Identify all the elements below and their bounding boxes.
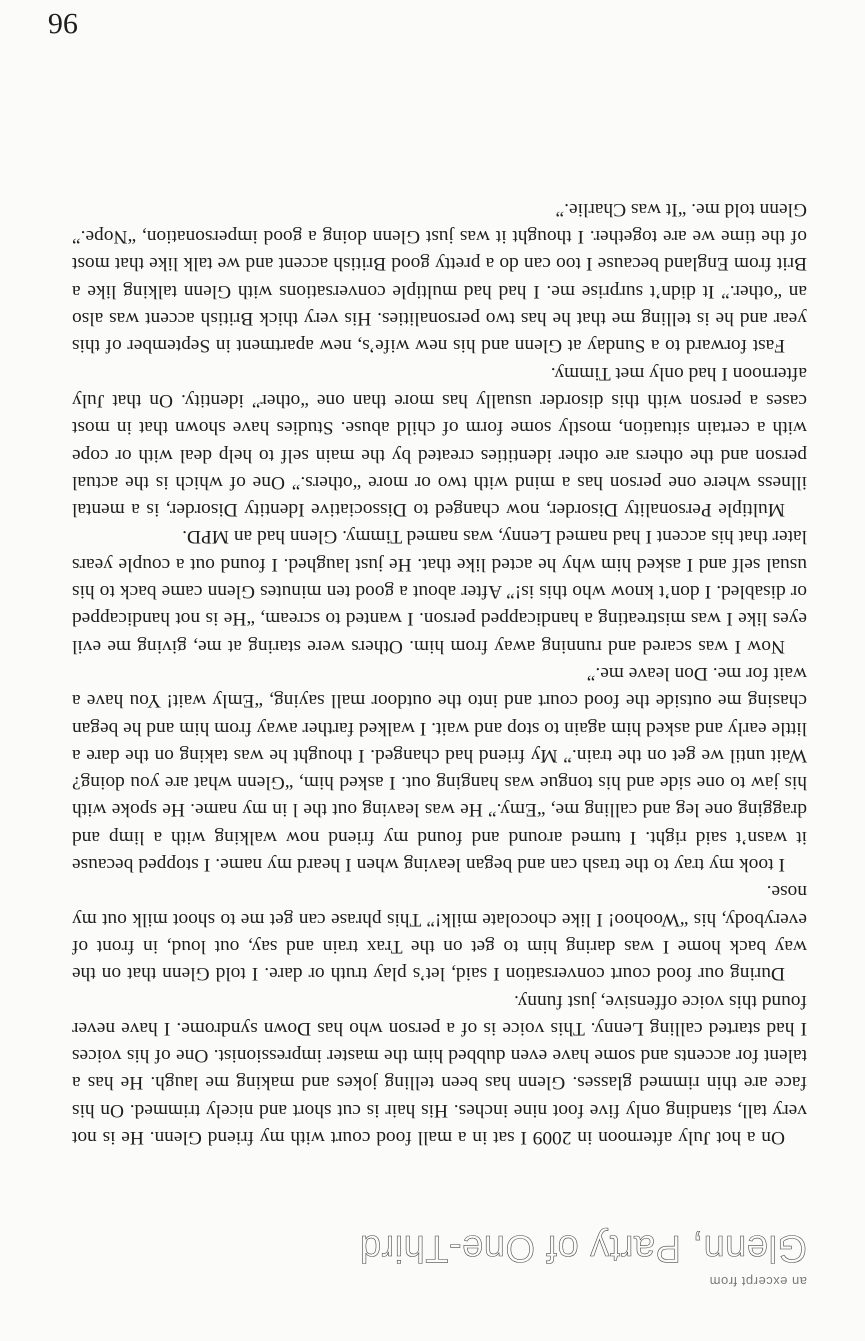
page-number: 96: [48, 7, 78, 40]
paragraph: Fast forward to a Sunday at Glenn and his new wife’s, new apartment in September of this year and he is telling me that he has two personalities. His very thick British accent was also an “other.” It didn’t surprise me. I had had multiple conversations with Glenn talking like a Brit from England because I too can do a pretty good British accent and we talk like that most of the time we are together. I thought it was just Glenn doing a good impersonation, “Nope.” Glenn told me. “It was Charlie.”: [72, 198, 807, 357]
page-title: Glenn, Party of One-Third: [359, 1227, 807, 1269]
body-text: [72, 196, 807, 1151]
paragraph: On a hot July afternoon in 2009 I sat in a mall food court with my friend Glenn. He is not very tall, standing only five foot nine inches. His hair is cut short and nicely trimmed. On his face are thin rimmed glasses. Glenn has been telling jokes and making me laugh. He has a talent for accents and some have even dubbed him the master impressionist. One of his voices I had started calling Lenny. This voice is of a person who has Down syndrome. I have never found this voice offensive, just funny.: [72, 990, 807, 1148]
paragraph: I took my tray to the trash can and began leaving when I heard my name. I stopped because it wasn’t said right. I turned around and found my friend now walking with a limp and dragging one leg and calling me, “Emy.” He was leaving out the l in my name. He spoke with his jaw to one side and his tongue was hanging out. I asked him, “Glenn what are you doing? Wait until we get on the train.” My friend had changed. I thought he was taking on the dare a little early and asked him again to stop and wait. I walked farther away from him and he began chasing me outside the food court and into the outdoor mall saying, “Emly wait! You have a wait for me. Don leave me.”: [72, 662, 807, 876]
paragraph: Multiple Personality Disorder, now changed to Dissociative Identity Disorder, is a mental illness where one person has a mind with two or more “others.” One of which is the actual person and the others are other identities created by the main self to help deal with or cope with a certain situation, mostly some form of child abuse. Studies have shown that in most cases a person with this disorder usually has more than one “other” identity. On that July afternoon I had only met Timmy.: [72, 362, 807, 521]
excerpt-kicker: an excerpt from: [709, 1274, 807, 1289]
paragraph: Now I was scared and running away from him. Others were staring at me, giving me evil eyes like I was mistreating a handicapped person. I wanted to scream, “He is not handicapped or disabled. I don’t know who this is!” After about a good ten minutes Glenn came back to his usual self and I asked him why he acted like that. He just laughed. I found out a couple years later that his accent I had named Lenny, was named Timmy. Glenn had an MPD.: [72, 526, 807, 657]
paragraph: During our food court conversation I said, let’s play truth or dare. I told Glenn that on the way back home I was daring him to get on the Trax train and say, out loud, in front of everybody, his “Woohoo! I like chocolate milk!” This phrase can get me to shoot milk out my nose.: [72, 881, 807, 985]
